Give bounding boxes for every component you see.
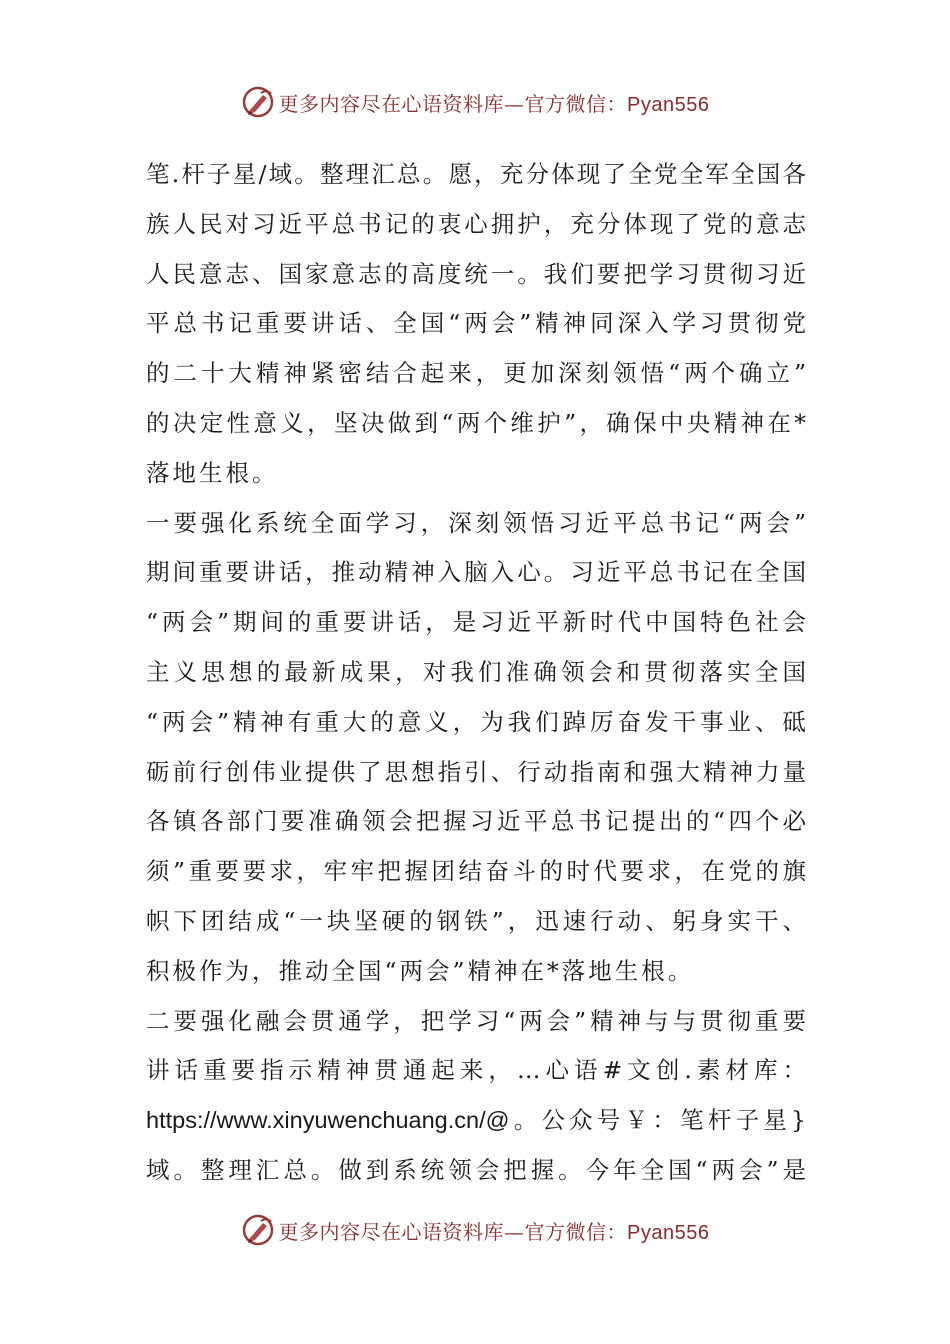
text-line: 笔.杆子星/域。整理汇总。愿，充分体现了全党全军全国各 — [146, 160, 806, 188]
text-line: 讲话重要指示精神贯通起来，…心语#文创.素材库： — [146, 1056, 806, 1085]
text-line: 期间重要讲话，推动精神入脑入心。习近平总书记在全国 — [146, 558, 806, 587]
text-line: 族人民对习近平总书记的衷心拥护，充分体现了党的意志 — [146, 209, 806, 238]
text-line: “两会”精神有重大的意义，为我们踔厉奋发干事业、砥 — [146, 707, 806, 736]
text-line: 人民意志、国家意志的高度统一。我们要把学习贯彻习近 — [146, 259, 806, 288]
url-text: https://www.xinyuwenchuang.cn/@ — [146, 1107, 510, 1134]
text-line-url — [146, 1096, 806, 1146]
wechat-id: Pyan556 — [627, 93, 710, 116]
text-line: 积极作为，推动全国“两会”精神在*落地生根。 — [146, 956, 695, 985]
text-line: “两会”期间的重要讲话，是习近平新时代中国特色社会 — [146, 608, 806, 637]
pen-nib-logo-icon — [241, 1213, 275, 1247]
text-line: 二要强化融会贯通学，把学习“两会”精神与与贯彻重要 — [146, 1006, 806, 1035]
url-suffix: 。公众号￥：笔杆子星} — [509, 1106, 806, 1135]
text-line: 一要强化系统全面学习，深刻领悟习近平总书记“两会” — [146, 508, 806, 537]
text-line: 须”重要要求，牢牢把握团结奋斗的时代要求，在党的旗 — [146, 857, 806, 886]
footer-banner — [0, 1210, 950, 1250]
document-body — [146, 150, 806, 1196]
text-line: 主义思想的最新成果，对我们准确领会和贯彻落实全国 — [146, 657, 806, 686]
header-banner — [0, 82, 950, 122]
banner-text: 更多内容尽在心语资料库—官方微信：Pyan556 — [278, 91, 710, 116]
text-line: 平总书记重要讲话、全国“两会”精神同深入学习贯彻党 — [146, 309, 806, 338]
banner-text: 更多内容尽在心语资料库—官方微信：Pyan556 — [278, 1219, 710, 1244]
text-line: 各镇各部门要准确领会把握习近平总书记提出的“四个必 — [146, 807, 806, 836]
text-line: 砺前行创伟业提供了思想指引、行动指南和强大精神力量 — [146, 757, 806, 786]
pen-nib-logo-icon — [241, 85, 275, 119]
text-line: 的二十大精神紧密结合起来，更加深刻领悟“两个确立” — [146, 359, 806, 388]
text-line: 落地生根。 — [146, 458, 279, 487]
text-line: 的决定性意义，坚决做到“两个维护”，确保中央精神在* — [146, 408, 806, 437]
text-line: 帜下团结成“一块坚硬的钢铁”，迅速行动、躬身实干、 — [146, 906, 806, 935]
text-line: 域。整理汇总。做到系统领会把握。今年全国“两会”是 — [146, 1155, 806, 1184]
wechat-id: Pyan556 — [627, 1221, 710, 1244]
